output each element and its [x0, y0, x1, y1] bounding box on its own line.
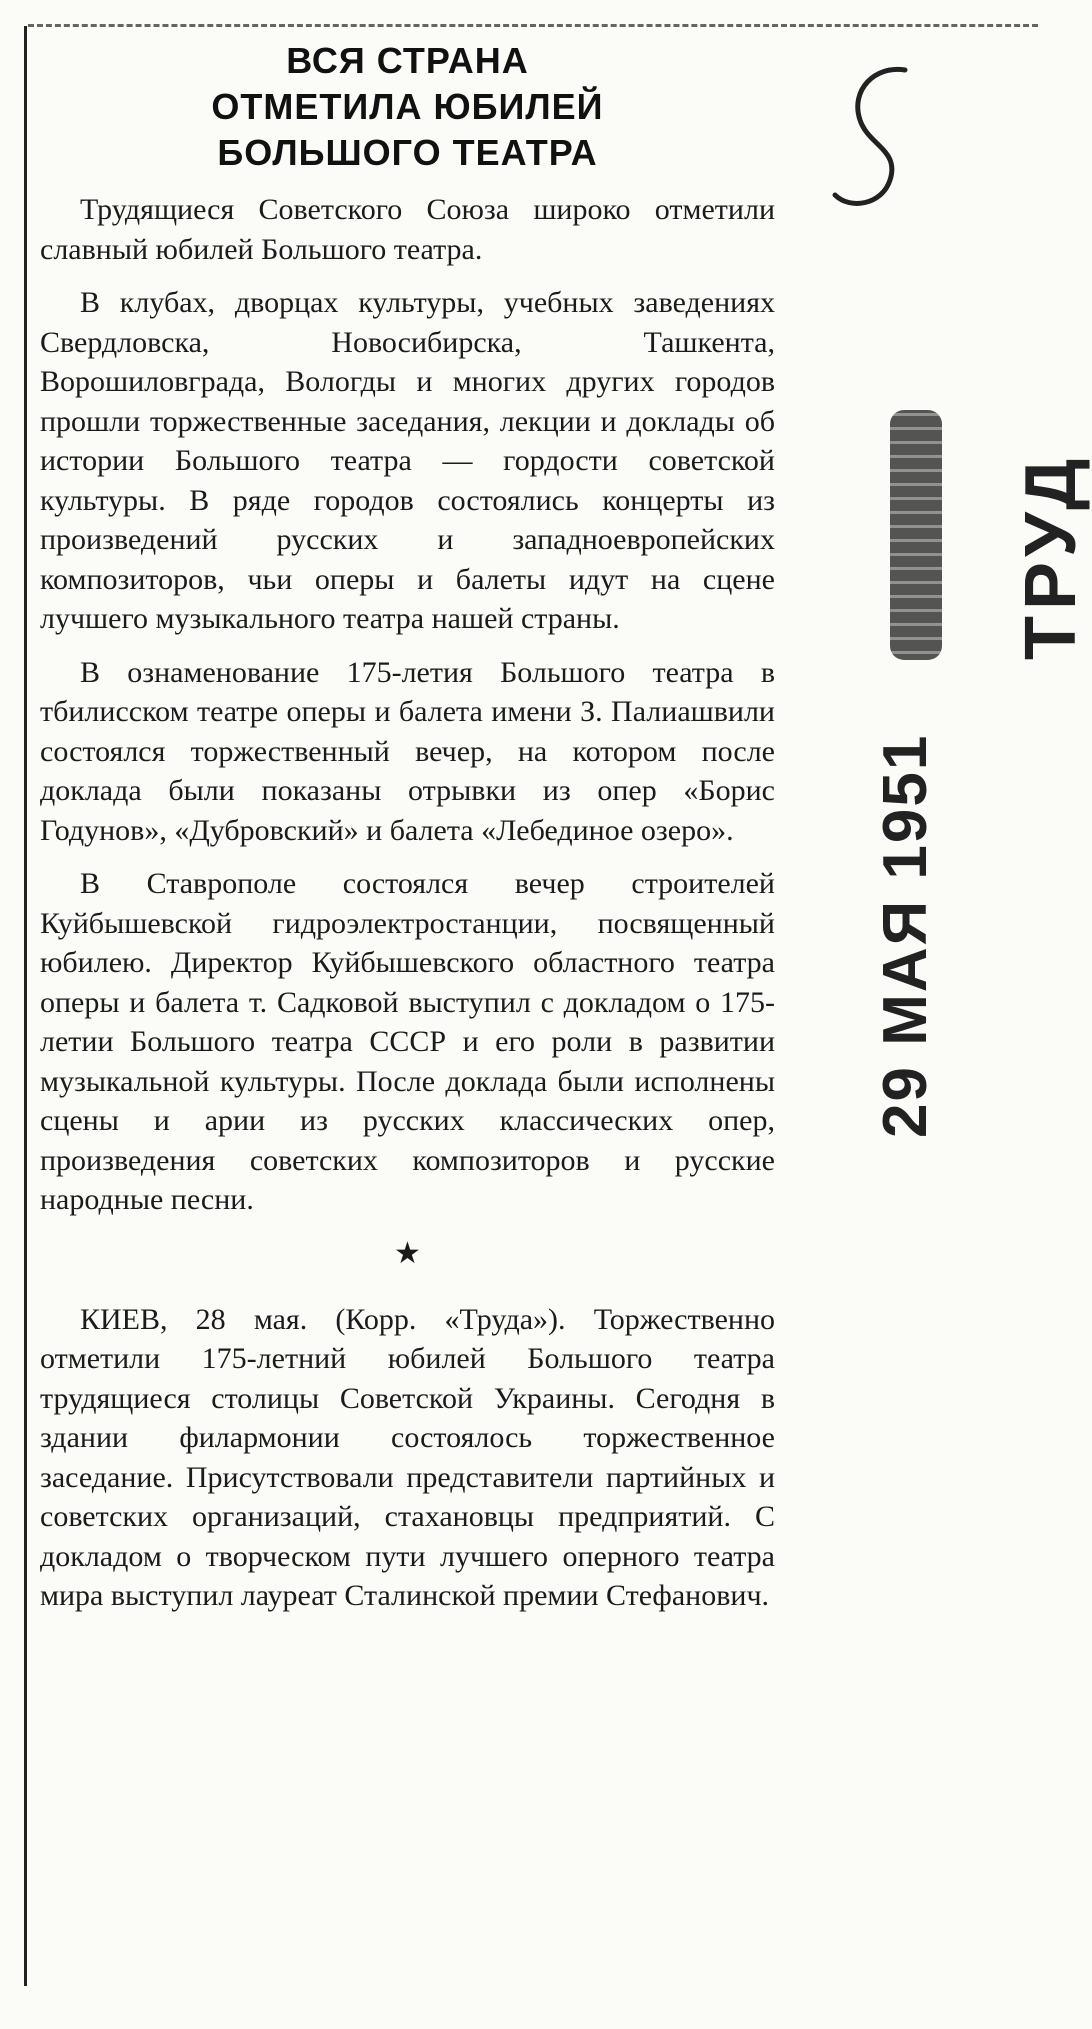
stamp-date: 29 МАЯ 1951	[871, 733, 940, 1138]
paragraph-3: В ознаменование 175-летия Большого театра в тбилисском театре оперы и балета имени З. Палиашвили состоялся торжественный вечер, на котором после доклада были показаны отрывки из опер «Борис Годунов», «Дубровский» и балета «Лебединое озеро».	[40, 655, 775, 847]
paragraph-4: В Ставрополе состоялся вечер строителей Куйбышевской гидроэлектростанции, посвященный юбилею. Директор Куйбышевского областного театра оперы и балета т. Садковой выступил с докладом о 175-летии Большого театра СССР и его роли в развитии музыкальной культуры. После доклада были исполнены сцены и арии из русских классических опер, произведения советских композиторов и русские народные песни.	[40, 867, 775, 1216]
article	[40, 38, 775, 1630]
paragraph-kiev: КИЕВ, 28 мая. (Корр. «Труда»). Торжественно отметили 175-летний юбилей Большого театра трудящиеся столицы Советской Украины. Сегодня в здании филармонии состоялось торжественное заседание. Присутствовали представители партийных и советских организаций, стахановцы предприятий. С докладом о творческом пути лучшего оперного театра мира выступил лауреат Сталинской премии Стефанович.	[40, 1302, 775, 1612]
star-separator: ★	[394, 1236, 421, 1270]
handwritten-mark	[820, 60, 930, 220]
cut-line	[28, 24, 1038, 27]
headline-line-2: ОТМЕТИЛА ЮБИЛЕЙ	[211, 86, 604, 127]
column-rule	[24, 26, 27, 1986]
stamp-smudge	[890, 410, 942, 660]
headline	[40, 38, 775, 176]
headline-line-3: БОЛЬШОГО ТЕАТРА	[217, 132, 598, 173]
headline-line-1: ВСЯ СТРАНА	[286, 40, 529, 81]
stamp-publication: ТРУД	[1011, 452, 1091, 660]
paragraph-1: Трудящиеся Советского Союза широко отметили славный юбилей Большого театра.	[40, 193, 775, 266]
paragraph-2: В клубах, дворцах культуры, учебных заведениях Свердловска, Новосибирска, Ташкента, Ворошиловграда, Вологды и многих других городов прошли торжественные заседания, лекции и доклады об истории Большого театра — гордости советской культуры. В ряде городов состоялись концерты из произведений русских и западноевропейских композиторов, чьи оперы и балеты идут на сцене лучшего музыкального театра нашей страны.	[40, 286, 775, 635]
